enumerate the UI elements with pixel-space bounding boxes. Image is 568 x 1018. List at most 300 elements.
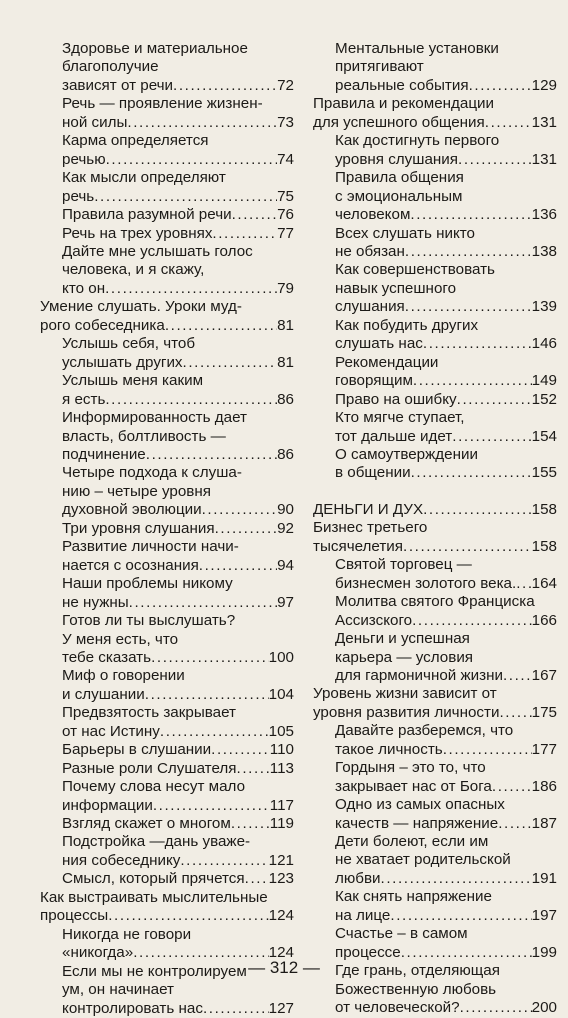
toc-page-number: 121 [268,851,294,869]
toc-page-number: 92 [277,519,294,537]
dot-leader [180,852,268,870]
toc-entry-text: благополучие [62,58,159,76]
toc-entry-text: Божественную любовь [335,980,497,998]
toc-entry-text: не хватает родительской [335,851,511,869]
toc-entry-lastline [335,298,557,316]
toc-entry-text: Никогда не говори [62,925,192,943]
dot-leader [423,335,532,353]
toc-entry [313,169,557,224]
toc-entry-text: Кто мягче ступает, [335,409,465,427]
toc-entry-lastline [40,907,294,925]
toc-entry [313,759,557,796]
toc-entry-text: бизнесмен золотого века. [335,574,517,592]
toc-entry-text: О самоутверждении [335,445,478,463]
toc-entry-text: Речь на трех уровнях [62,224,213,242]
toc-entry-text: Миф о говорении [62,667,185,685]
toc-entry-lastline [313,114,557,132]
toc-entry-text: Где грань, отделяющая [335,962,500,980]
toc-entry [40,520,294,538]
toc-entry [313,630,557,685]
dot-leader [411,464,532,482]
toc-entry-lastline [62,354,294,372]
dot-leader [127,114,277,132]
toc-page-number: 152 [531,390,557,408]
toc-entry-lastline [335,667,557,685]
dot-leader [94,188,277,206]
dot-leader [211,741,270,759]
toc-entry-text: Карма определяется [62,132,209,150]
toc-page-number: 167 [531,666,557,684]
toc-entry-lastline [62,77,294,95]
toc-entry-text: Как достигнуть первого [335,132,500,150]
toc-entry-text: качеств — напряжение [335,814,499,832]
toc-page-number: 127 [268,999,294,1017]
toc-page-number: 124 [268,944,294,962]
toc-entry-text: нию – четыре уровня [62,482,211,500]
toc-entry-text: кто он [62,279,106,297]
toc-entry-lastline [335,870,557,888]
toc-entry [40,741,294,759]
toc-page-number: 154 [531,427,557,445]
toc-page-number: 124 [268,907,294,925]
dot-leader [516,575,531,593]
toc-entry [313,40,557,95]
toc-entry-text: Барьеры в слушании [62,741,212,759]
toc-entry-text: Информированность дает [62,409,247,427]
toc-page-number: 186 [531,777,557,795]
toc-entry [40,760,294,778]
toc-entry [40,95,294,132]
toc-page-number: 94 [277,556,294,574]
toc-entry-text: Услышь себя, чтоб [62,335,196,353]
dot-leader [108,907,268,925]
toc-entry-lastline [62,815,294,833]
toc-entry-text: карьера — условия [335,648,474,666]
dot-leader [405,298,532,316]
toc-entry-text: Смысл, который прячется [62,870,245,888]
toc-left-column [40,40,294,1018]
toc-entry [313,925,557,962]
toc-entry-text: контролировать нас [62,999,203,1017]
toc-entry-lastline [62,723,294,741]
toc-entry-text: Речь — проявление жизнен- [62,95,263,113]
toc-entry [313,722,557,759]
toc-entry-text: Разные роли Слушателя [62,759,237,777]
toc-entry-text: процессы [40,907,109,925]
dot-leader [412,612,532,630]
dot-leader [151,649,269,667]
toc-entry [313,556,557,593]
toc-entry-text: навык успешного [335,279,457,297]
toc-entry-text: «никогда» [62,944,134,962]
toc-page-number: 81 [277,353,294,371]
toc-entry-text: ДЕНЬГИ И ДУХ [313,500,424,518]
toc-entry [40,575,294,612]
toc-page-number: 110 [269,741,294,759]
toc-entry-lastline [313,538,557,556]
toc-entry-lastline [335,243,557,261]
toc-entry-lastline [62,225,294,243]
toc-entry-lastline [335,372,557,390]
toc-entry [40,464,294,519]
toc-entry-lastline [62,188,294,206]
toc-page-number: 86 [277,445,294,463]
toc-entry-text: слушания [335,298,405,316]
toc-page-number: 72 [277,76,294,94]
toc-entry-text: Услышь меня каким [62,372,204,390]
toc-entry-lastline [313,704,557,722]
toc-entry [313,225,557,262]
toc-entry-text: на лице [335,906,391,924]
toc-entry-text: Правила и рекомендации [313,95,494,113]
toc-entry-text: Как побудить других [335,316,479,334]
toc-page-number: 138 [531,242,557,260]
toc-entry-lastline [335,428,557,446]
toc-entry-lastline [62,741,294,759]
toc-entry-text: Святой торговец — [335,556,472,574]
toc-page-number: 136 [531,206,557,224]
toc-entry-text: Почему слова несут мало [62,778,246,796]
dot-leader [405,243,532,261]
dot-leader [381,870,532,888]
toc-entry-text: человеком [335,206,411,224]
toc-entry-text: Дайте мне услышать голос [62,242,253,260]
toc-entry-lastline [313,501,557,519]
toc-entry-text: от нас Истину [62,722,160,740]
toc-entry [40,409,294,464]
toc-entry-text: услышать других [62,353,183,371]
dot-leader [423,501,532,519]
toc-entry-text: уровня развития личности [313,703,500,721]
toc-section-entry [313,95,557,132]
toc-entry-text: Правила общения [335,169,464,187]
toc-entry [40,243,294,298]
toc-entry-text: Ментальные установки [335,40,499,57]
toc-entry [40,206,294,224]
toc-page-number: 131 [531,113,557,131]
dot-leader [153,797,270,815]
toc-entry-text: тот дальше идет [335,427,453,445]
dot-leader [106,151,277,169]
toc-entry-lastline [62,151,294,169]
dot-leader [105,391,277,409]
toc-entry-lastline [62,520,294,538]
toc-entry [40,40,294,95]
toc-entry [313,796,557,833]
toc-entry-text: речь [62,187,95,205]
toc-entry-lastline [62,594,294,612]
toc-entry-text: Деньги и успешная [335,630,470,648]
dot-leader [105,280,277,298]
toc-entry-lastline [62,391,294,409]
dot-leader [215,520,278,538]
toc-entry [40,132,294,169]
toc-entry-text: я есть [62,390,106,408]
toc-entry-text: не обязан [335,242,405,260]
page-number: — 312 — [248,958,320,977]
toc-entry-lastline [335,778,557,796]
toc-entry-text: рого собеседника [40,316,165,334]
toc-page-number: 131 [531,150,557,168]
toc-page-number: 119 [269,815,294,833]
dot-leader [231,815,270,833]
dot-leader [443,741,532,759]
toc-entry [40,335,294,372]
toc-entry [313,317,557,354]
toc-entry [40,169,294,206]
toc-entry [313,261,557,316]
toc-page-number: 76 [277,206,294,224]
toc-entry-lastline [335,151,557,169]
toc-entry-text: нается с осознания [62,556,199,574]
toc-entry [40,778,294,815]
toc-entry-text: Как снять напряжение [335,888,492,906]
toc-entry-lastline [62,446,294,464]
toc-entry-text: Дети болеют, если им [335,833,489,851]
toc-entry-text: Рекомендации [335,353,439,371]
dot-leader [146,446,277,464]
toc-entry [40,372,294,409]
dot-leader [498,815,531,833]
toc-entry [313,391,557,409]
toc-entry-lastline [62,501,294,519]
toc-entry-text: Четыре подхода к слуша- [62,464,242,482]
toc-entry-lastline [40,317,294,335]
toc-entry-text: Умение слушать. Уроки муд- [40,298,242,316]
toc-page-number: 97 [277,593,294,611]
toc-entry-text: ния собеседнику [62,851,181,869]
toc-entry-lastline [335,815,557,833]
toc-page-number: 75 [277,187,294,205]
toc-entry-lastline [335,77,557,95]
toc-entry-text: притягивают [335,58,424,76]
toc-page-number: 187 [531,814,557,832]
toc-entry [313,354,557,391]
toc-entry-text: слушать нас [335,335,423,353]
toc-entry-text: процессе [335,943,401,961]
toc-entry-lastline [62,797,294,815]
toc-entry-text: Развитие личности начи- [62,538,239,556]
toc-entry-text: Подстройка —дань уваже- [62,833,251,851]
toc-entry-text: У меня есть, что [62,630,179,648]
dot-leader [165,317,277,335]
toc-page-number: 166 [531,611,557,629]
toc-entry-text: Наши проблемы никому [62,575,233,593]
toc-entry-text: Ассизского [335,611,413,629]
dot-leader [410,206,531,224]
toc-entry-text: Право на ошибку [335,390,457,408]
dot-leader [237,760,270,778]
dot-leader [469,77,532,95]
toc-page-number: 104 [268,685,294,703]
dot-leader [212,225,277,243]
toc-entry-text: духовной эволюции [62,501,202,519]
dot-leader [492,778,532,796]
toc-entry-text: говорящим [335,372,413,390]
toc-entry [40,667,294,704]
toc-page-number: 146 [531,335,557,353]
toc-page-number: 105 [268,722,294,740]
dot-leader [458,151,532,169]
toc-page-number: 79 [277,279,294,297]
dot-leader [183,354,278,372]
toc-entry-text: с эмоциональным [335,187,463,205]
toc-entry-lastline [62,557,294,575]
toc-entry-lastline [335,612,557,630]
toc-page-number: 164 [531,574,557,592]
toc-entry-text: любви [335,869,381,887]
toc-section-entry [40,889,294,926]
dot-leader [457,391,532,409]
dot-leader [202,501,277,519]
toc-entry-lastline [62,114,294,132]
toc-entry-lastline [335,575,557,593]
toc-entry-lastline [335,391,557,409]
toc-entry [40,833,294,870]
toc-entry-text: для успешного общения [313,113,485,131]
toc-entry-text: Готов ли ты выслушать? [62,612,236,630]
toc-entry-text: Предвзятость закрывает [62,704,236,722]
toc-entry-text: уровня слушания [335,150,458,168]
toc-page-number: 200 [531,999,557,1017]
toc-entry [40,538,294,575]
toc-page-number: 113 [269,759,294,777]
toc-page-number: 81 [277,316,294,334]
toc-entry-lastline [335,206,557,224]
toc-entry-text: Правила разумной речи [62,206,232,224]
toc-entry-lastline [335,464,557,482]
toc-right-column [313,40,557,1018]
toc-section-entry [313,685,557,722]
toc-entry [40,815,294,833]
toc-entry-text: зависят от речи [62,76,174,94]
toc-entry-text: Как мысли определяют [62,169,226,187]
toc-entry-lastline [62,206,294,224]
toc-page-number: 100 [268,648,294,666]
dot-leader [173,77,277,95]
toc-entry-text: такое личность [335,740,443,758]
toc-entry-text: тебе сказать [62,648,152,666]
toc-page-number: 177 [531,740,557,758]
toc-entry [313,833,557,888]
toc-entry-lastline [62,649,294,667]
toc-entry-text: информации [62,796,153,814]
toc-page-number: 129 [531,76,557,94]
toc-entry-text: Как выстраивать мыслительные [40,888,268,906]
toc-entry-text: подчинение [62,445,146,463]
toc-entry [40,704,294,741]
toc-page-number: 77 [277,224,294,242]
toc-page-number: 139 [531,298,557,316]
dot-leader [390,907,531,925]
dot-leader [232,206,278,224]
toc-entry-text: Здоровье и материальное [62,40,248,57]
toc-entry [313,132,557,169]
toc-section-entry [40,298,294,335]
toc-entry [40,870,294,888]
dot-leader [485,114,532,132]
dot-leader [245,870,269,888]
dot-leader [403,538,532,556]
toc-entry-lastline [62,870,294,888]
toc-entry-text: Гордыня – это то, что [335,759,486,777]
toc-section-entry [313,501,557,519]
toc-entry-text: от человеческой? [335,999,460,1017]
toc-page-number: 74 [277,150,294,168]
toc-entry-text: закрывает нас от Бога [335,777,492,795]
dot-leader [499,704,531,722]
toc-entry-text: Если мы не контролируем [62,962,247,980]
toc-entry-lastline [62,686,294,704]
toc-entry-lastline [62,280,294,298]
toc-entry-text: Молитва святого Франциска [335,593,535,611]
toc-page-number: 191 [531,869,557,887]
toc-entry-text: и слушании [62,685,145,703]
toc-entry-text: Давайте разберемся, что [335,722,514,740]
toc-entry [40,612,294,667]
toc-entry-text: тысячелетия [313,537,404,555]
toc-entry-text: для гармоничной жизни [335,666,503,684]
toc-entry-text: человека, и я скажу, [62,261,205,279]
toc-entry [313,593,557,630]
toc-entry-text: не нужны [62,593,129,611]
toc-entry-lastline [62,760,294,778]
toc-entry-text: Одно из самых опасных [335,796,505,814]
toc-entry-lastline [335,741,557,759]
toc-entry-text: ум, он начинает [62,981,174,999]
dot-leader [413,372,532,390]
dot-leader [129,594,277,612]
dot-leader [503,667,532,685]
toc-entry-text: Всех слушать никто [335,224,476,242]
toc-page-number: 123 [268,870,294,888]
toc-entry [313,446,557,483]
toc-entry-text: речью [62,150,106,168]
toc-page-number: 175 [531,703,557,721]
toc-page-number: 149 [531,372,557,390]
toc-page-number: 86 [277,390,294,408]
toc-page-number: 158 [531,500,557,518]
toc-entry [313,409,557,446]
toc-entry-lastline [335,999,557,1017]
toc-entry-lastline [335,335,557,353]
toc-entry-text: Бизнес третьего [313,519,428,537]
toc-page-number: 199 [531,943,557,961]
toc-page-number: 90 [277,501,294,519]
dot-leader [145,686,269,704]
toc-entry [40,225,294,243]
dot-leader [160,723,269,741]
toc-entry-text: ной силы [62,113,128,131]
toc-page-number: 117 [269,796,294,814]
toc-entry-text: Уровень жизни зависит от [313,685,497,703]
toc-page-number: 155 [531,464,557,482]
toc-page-number: 73 [277,113,294,131]
toc-section-entry [313,519,557,556]
toc-entry-text: Как совершенствовать [335,261,495,279]
toc-entry-lastline [62,852,294,870]
toc-entry [313,888,557,925]
toc-entry-text: Счастье – в самом [335,925,468,943]
toc-page-number: 197 [531,906,557,924]
dot-leader [203,1000,269,1018]
toc-entry-lastline [335,907,557,925]
toc-entry-lastline [62,1000,294,1018]
toc-entry-text: Взгляд скажет о многом [62,815,231,833]
dot-leader [460,999,532,1017]
dot-leader [199,557,277,575]
dot-leader [452,428,531,446]
